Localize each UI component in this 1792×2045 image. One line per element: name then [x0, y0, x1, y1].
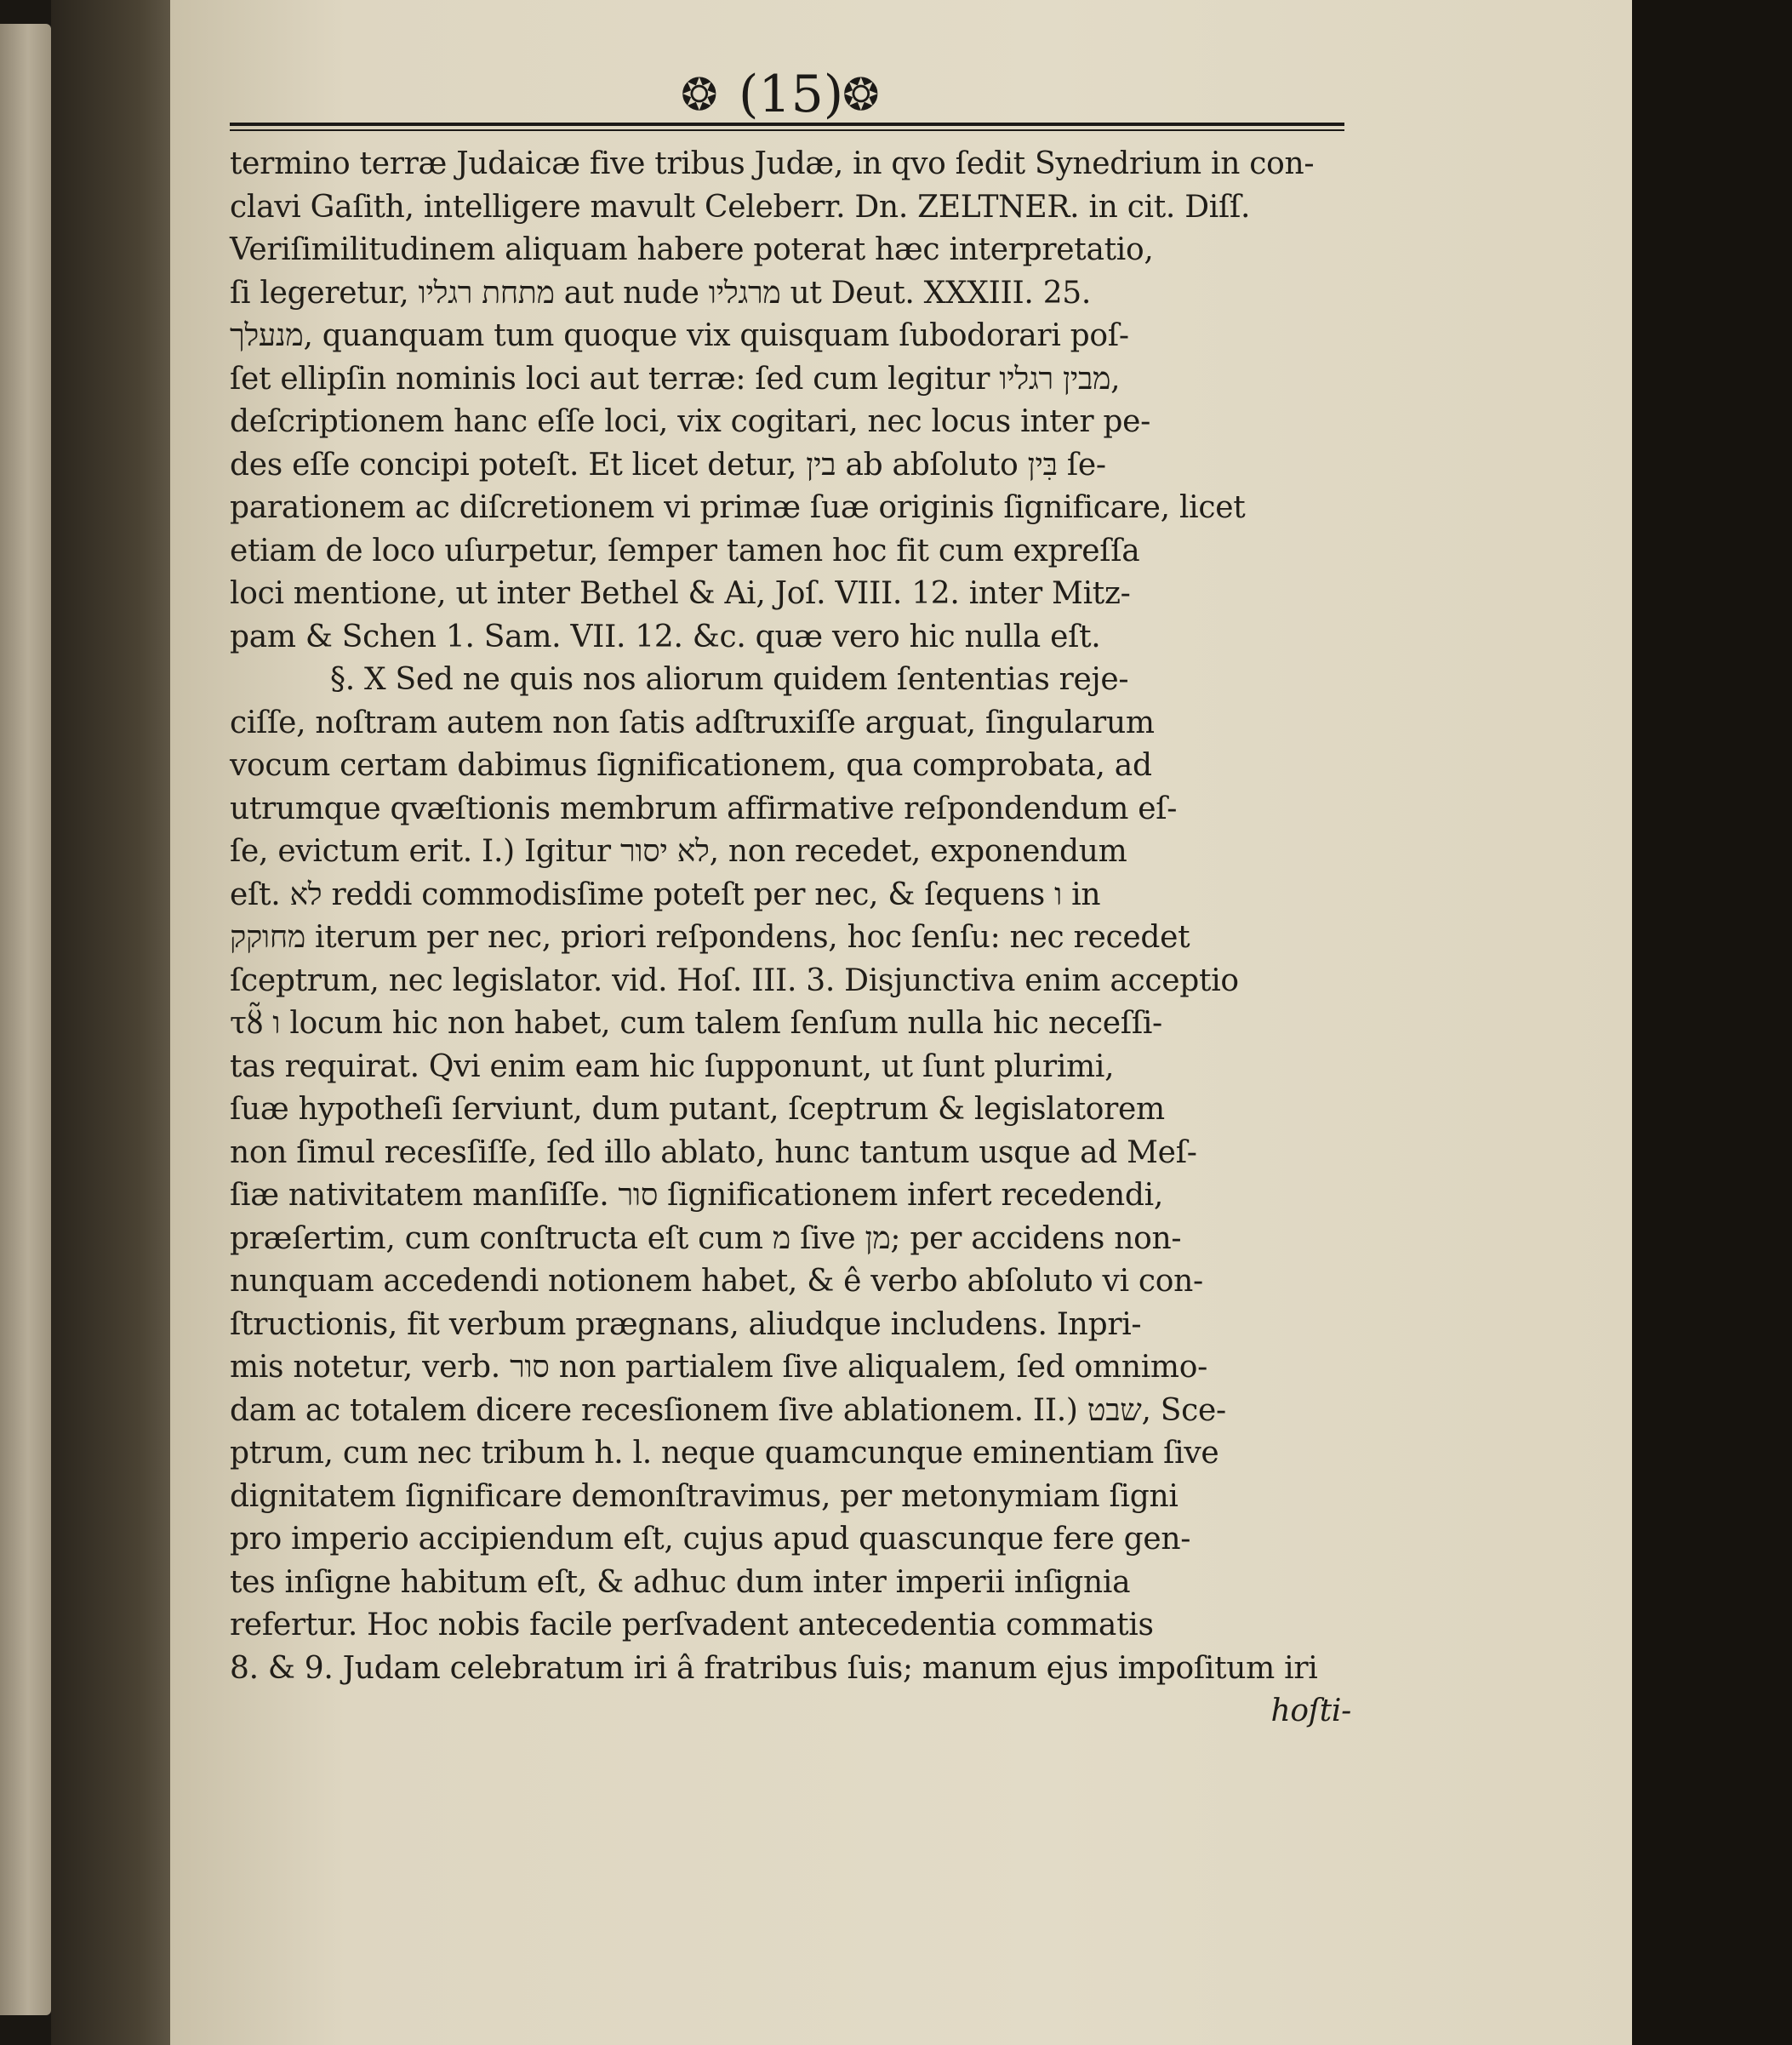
text-line: מחוקק iterum per nec, priori reſpondens, hoc ſenſu: nec recedet — [230, 920, 1190, 955]
text-line: ſuæ hypotheſi ſerviunt, dum putant, ſceptrum & legislatorem — [230, 1092, 1165, 1127]
text-line: mis notetur, verb. סור non partialem ſive aliqualem, ſed omnimo- — [230, 1350, 1208, 1385]
text-line: pam & Schen 1. Sam. VII. 12. &c. quæ vero hic nulla eſt. — [230, 619, 1101, 654]
body-text — [230, 143, 1351, 1734]
header-rule — [230, 123, 1344, 126]
text-line: ſi legeretur, מתחת רגליו aut nude מרגליו ut Deut. XXXIII. 25. — [230, 275, 1092, 311]
catchword: hoſti- — [1270, 1694, 1351, 1728]
text-line: eſt. לא reddi commodisſime poteſt per nec, & ſequens ו in — [230, 877, 1101, 912]
text-line: ptrum, cum nec tribum h. l. neque quamcunque eminentiam ſive — [230, 1436, 1219, 1471]
text-line: utrumque qvæſtionis membrum affirmative reſpondendum eſ- — [230, 791, 1178, 826]
text-line: ſtructionis, fit verbum prægnans, aliudque includens. Inpri- — [230, 1306, 1142, 1342]
text-line: 8. & 9. Judam celebratum iri â fratribus ſuis; manum ejus impoſitum iri — [230, 1650, 1318, 1686]
text-line: Veriſimilitudinem aliquam habere poterat hæc interpretatio, — [230, 232, 1154, 267]
text-line: מנעלך, quanquam tum quoque vix quisquam ſubodorari poſ- — [230, 318, 1129, 353]
text-line: tes inſigne habitum eſt, & adhuc dum inter imperii inſignia — [230, 1564, 1131, 1600]
text-line: τȣ̃ ו locum hic non habet, cum talem ſenſum nulla hic neceſſi- — [230, 1006, 1162, 1041]
text-line: ſe, evictum erit. I.) Igitur לא יסור, non recedet, exponendum — [230, 834, 1127, 869]
text-line: clavi Gaſith, intelligere mavult Celeberr. Dn. ZELTNER. in cit. Diſſ. — [230, 189, 1251, 225]
text-line: dignitatem ſignificare demonſtravimus, per metonymiam ſigni — [230, 1478, 1178, 1514]
text-line: etiam de loco uſurpetur, ſemper tamen hoc fit cum expreſſa — [230, 533, 1140, 568]
page-edge-shadow — [1632, 0, 1792, 2045]
text-line: termino terræ Judaicæ five tribus Judæ, in qvo ſedit Synedrium in con- — [230, 146, 1315, 181]
facing-page-edge — [0, 24, 51, 2015]
text-line: §. X Sed ne quis nos aliorum quidem ſententias reje- — [330, 662, 1129, 697]
text-line: ſiæ nativitatem manſiſſe. סור ſignificationem infert recedendi, — [230, 1178, 1164, 1213]
text-line: ſet ellipſin nominis loci aut terræ: ſed cum legitur מבין רגליו, — [230, 361, 1121, 397]
page-header — [230, 61, 1344, 138]
text-line: loci mentione, ut inter Bethel & Ai, Joſ. VIII. 12. inter Mitz- — [230, 576, 1131, 611]
text-line: non ſimul recesſiſſe, ſed illo ablato, hunc tantum usque ad Meſ- — [230, 1134, 1197, 1170]
text-line: ciſſe, noſtram autem non ſatis adſtruxiſſe arguat, ſingularum — [230, 705, 1155, 740]
page-number: (15) — [739, 65, 844, 124]
text-line: dam ac totalem dicere recesſionem ſive ablationem. II.) שבט, Sce- — [230, 1392, 1226, 1428]
text-line: ſceptrum, nec legislator. vid. Hoſ. III. 3. Disjunctiva enim acceptio — [230, 963, 1239, 998]
text-line: vocum certam dabimus ſignificationem, qua comprobata, ad — [230, 748, 1152, 783]
text-line: des eſſe concipi poteſt. Et licet detur, בין ab abſoluto בִּין ſe- — [230, 447, 1106, 483]
text-line: nunquam accedendi notionem habet, & ê verbo abſoluto vi con- — [230, 1264, 1203, 1299]
ornament-icon: ❂ — [681, 70, 718, 121]
text-line: parationem ac diſcretionem vi primæ ſuæ originis ſignificare, licet — [230, 490, 1246, 525]
text-line: deſcriptionem hanc eſſe loci, vix cogitari, nec locus inter pe- — [230, 404, 1151, 439]
text-line: præſertim, cum conſtructa eſt cum מ ſive מן; per accidens non- — [230, 1220, 1182, 1256]
ornament-icon: ❂ — [842, 70, 880, 121]
text-line: tas requirat. Qvi enim eam hic ſupponunt, ut ſunt plurimi, — [230, 1048, 1115, 1084]
text-line: pro imperio accipiendum eſt, cujus apud quascunque fere gen- — [230, 1522, 1191, 1557]
text-line: refertur. Hoc nobis facile perſvadent antecedentia commatis — [230, 1608, 1154, 1642]
